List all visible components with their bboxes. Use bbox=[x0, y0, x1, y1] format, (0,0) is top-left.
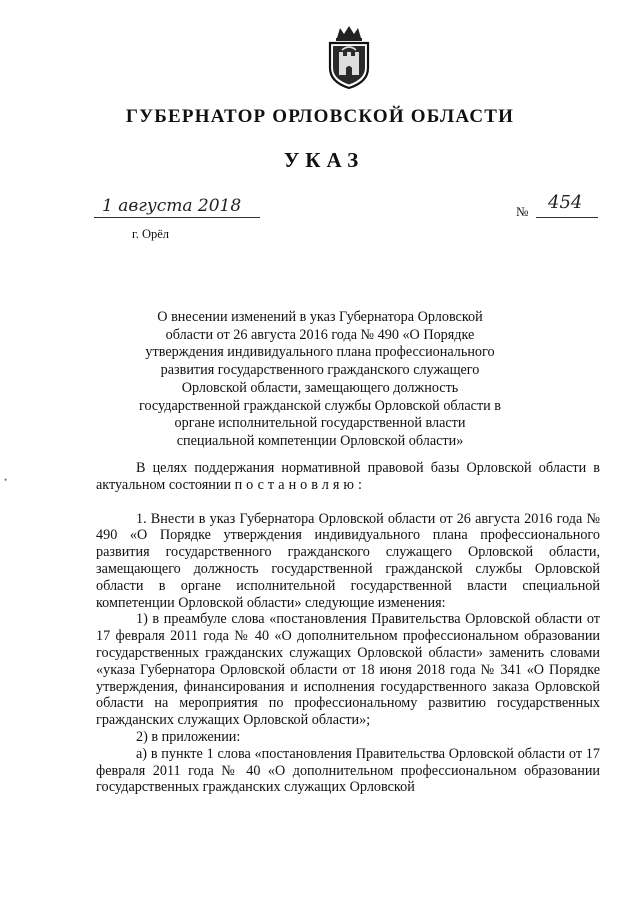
preamble-keyword: постановляю bbox=[234, 476, 358, 493]
preamble-colon: : bbox=[358, 476, 362, 493]
margin-mark: • bbox=[4, 475, 8, 485]
coat-of-arms-icon bbox=[324, 24, 374, 90]
document-body bbox=[96, 460, 600, 796]
number-underline bbox=[536, 217, 598, 218]
handwritten-number: 454 bbox=[548, 192, 583, 213]
issuing-authority: ГУБЕРНАТОР ОРЛОВСКОЙ ОБЛАСТИ bbox=[125, 106, 515, 127]
clause-1-item-1: 1) в преамбуле слова «постановления Правительства Орловской области от 17 февраля 2011 года № 40 «О дополнительном профессиональном образовании государственных гражданских служащих Орловской области» заменить словами «указа Губернатора Орловской области от 18 июня 2018 года № 341 «О Порядке утверждения, финансирования и исполнения государственного заказа Орловской области на мероприятия по профессиональному развитию государственных гражданских служащих Орловской области»; bbox=[96, 611, 600, 729]
clause-1-item-2a: а) в пункте 1 слова «постановления Правительства Орловской области от 17 февраля 2011 года № 40 «О дополнительном профессиональном образовании государственных гражданских служащих Орловской bbox=[96, 745, 600, 796]
clause-1: 1. Внести в указ Губернатора Орловской области от 26 августа 2016 года № 490 «О Порядке утверждения индивидуального плана профессионального развития государственного гражданского служащего Орловской области, замещающего должность государственной гражданской службы Орловской области в органе исполнительной государственной власти специальной компетенции Орловской области» следующие изменения: bbox=[96, 510, 600, 611]
handwritten-date: 1 августа 2018 bbox=[102, 196, 242, 216]
document-type: УКАЗ bbox=[283, 148, 365, 172]
preamble-paragraph bbox=[96, 460, 600, 494]
clause-1-item-2: 2) в приложении: bbox=[136, 728, 241, 745]
document-title: О внесении изменений в указ Губернатора Орловской области от 26 августа 2016 года № 490 «О Порядке утверждения индивидуального плана профессионального развития государственного гражданского служащего Орловской области, замещающего должность государственной гражданской службы Орловской области в органе исполнительной государственной власти специальной компетенции Орловской области» bbox=[139, 309, 501, 449]
preamble-text: В целях поддержания нормативной правовой базы Орловской области в актуальном состоянии bbox=[96, 460, 600, 493]
number-sign: № bbox=[516, 204, 529, 219]
city: г. Орёл bbox=[132, 227, 170, 241]
date-underline bbox=[94, 217, 260, 218]
